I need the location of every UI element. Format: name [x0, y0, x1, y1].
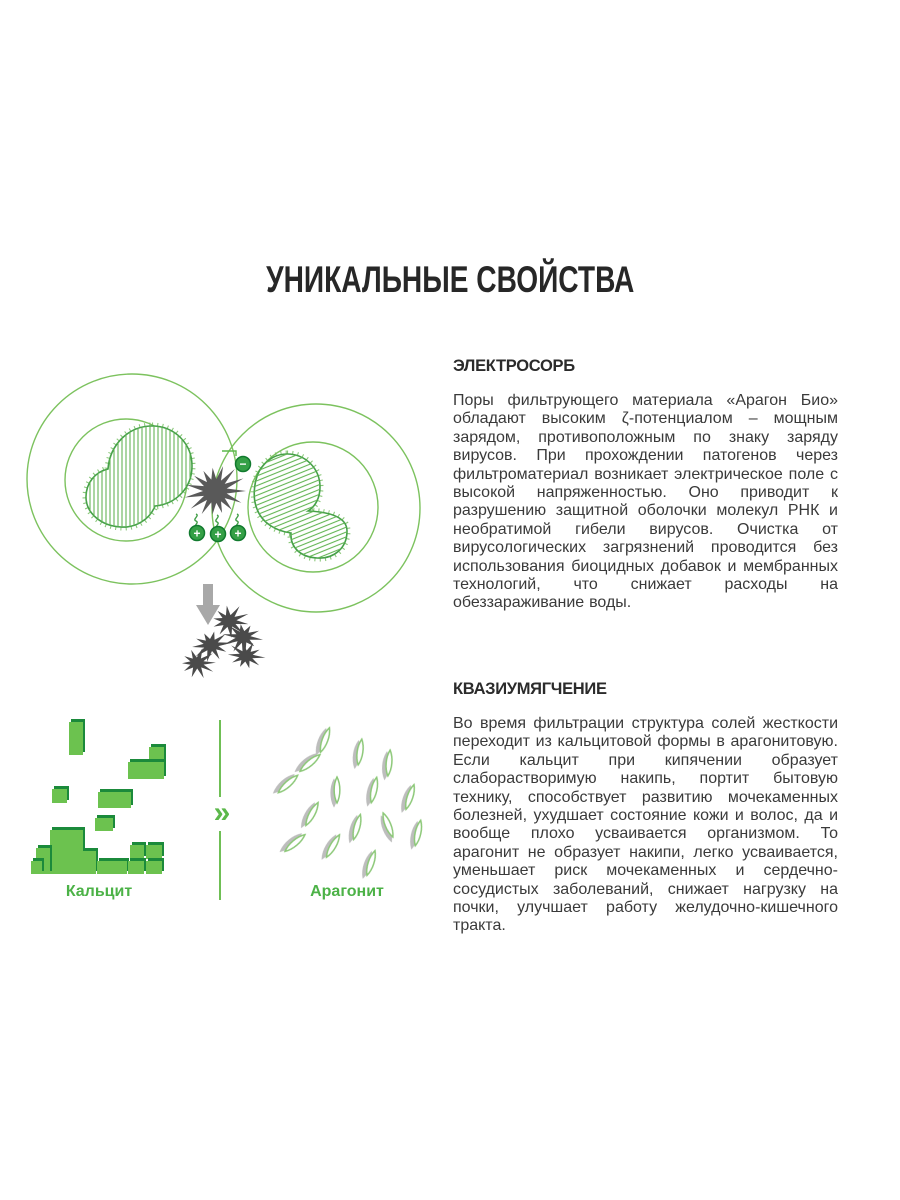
pore-right-icon [254, 454, 347, 558]
crystal-transformation-illustration [31, 720, 423, 900]
plus-charge-icon [231, 526, 246, 541]
section-body-quasi-softening: Во время фильтрации структура солей жесткости переходит из кальцитовой формы в арагонитовую. Если кальцит при кипячении образует слаборастворимую накипь, портит бытовую технику, способствует развитию мочекаменных болезней, ухудшает состояние кожи и волос, да и вообще плохо усваивается организмом. То арагонит не образует накипи, легко усваивается, уменьшает риск мочекаменных и сердечно-сосудистых заболеваний, снижает нагрузку на почки, улучшает работу желудочно-кишечного тракта. [453, 715, 838, 935]
minus-symbol: − [239, 457, 247, 472]
section-heading-electrosorb: ЭЛЕКТРОСОРБ [453, 357, 575, 375]
transformation-divider [214, 720, 231, 900]
section-body-electrosorb: Поры фильтрующего материала «Арагон Био» обладают высоким ζ-потенциалом – мощным зарядом, противоположным по знаку заряду вирусов. При прохождении патогенов через фильтроматериал возникает электрическое поле с высокой напряженностью. Оно приводит к разрушению защитной оболочки молекул РНК и необратимой гибели вирусов. Очистка от вирусологических загрязнений проводится без использования биоцидных добавок и мембранных технологий, что снижает расходы на обеззараживание воды. [453, 392, 838, 612]
aragonite-crystals-icon [276, 727, 423, 876]
section-heading-quasi-softening: КВАЗИУМЯГЧЕНИЕ [453, 680, 607, 698]
chevron-right-icon: » [213, 796, 231, 829]
page-title: УНИКАЛЬНЫЕ СВОЙСТВА [265, 258, 635, 300]
electrosorb-illustration [27, 374, 420, 678]
aragonite-label: Арагонит [310, 883, 384, 900]
plus-charge-icon [211, 527, 226, 542]
svg-text:+: + [234, 526, 242, 541]
plus-charge-icon [190, 526, 205, 541]
calcite-crystals-icon [31, 722, 164, 874]
calcite-label: Кальцит [65, 883, 133, 900]
svg-text:+: + [214, 527, 222, 542]
destroyed-viruses-icon [182, 606, 266, 679]
svg-text:+: + [193, 526, 201, 541]
minus-charge-icon [236, 457, 251, 472]
pore-left-icon [86, 426, 192, 527]
